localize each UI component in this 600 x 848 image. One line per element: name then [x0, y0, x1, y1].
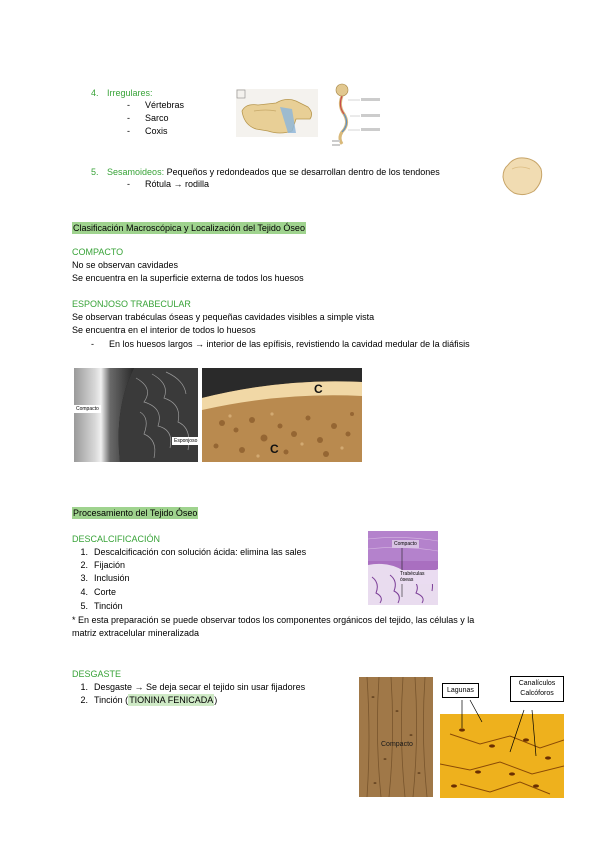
- list-item: - Rótula → rodilla: [127, 179, 210, 189]
- note-line: matriz extracelular mineralizada: [72, 628, 200, 638]
- bone-macro-image: [202, 368, 362, 462]
- compacto-line: Se encuentra en la superficie externa de todos los huesos: [72, 273, 304, 283]
- compacto-title: COMPACTO: [72, 247, 124, 257]
- compacto-label: Compacto: [76, 406, 99, 412]
- ground-compacto-label: Compacto: [381, 741, 413, 748]
- canaliculos-label: Canalículos Calcóforos: [510, 676, 564, 702]
- esponjoso-label: Esponjoso: [174, 438, 198, 444]
- list-item: 4. Corte: [80, 587, 117, 597]
- ground-bone-image: [359, 677, 433, 797]
- list-item: 5. Tinción: [80, 601, 123, 611]
- list-item: - Vértebras: [127, 100, 185, 110]
- list-item: 1. Desgaste → Se deja secar el tejido sin usar fijadores: [80, 682, 306, 692]
- esponjoso-line: Se encuentra en el interior de todos lo huesos: [72, 325, 256, 335]
- sesamoideos-heading: [91, 166, 440, 178]
- section-heading-procesamiento: Procesamiento del Tejido Óseo: [73, 508, 198, 518]
- descalcificacion-title: DESCALCIFICACIÓN: [72, 534, 161, 544]
- list-item: - Sarco: [127, 113, 169, 123]
- vertebra-image: [236, 89, 318, 137]
- sesamoideos-description: Pequeños y redondeados que se desarrollan dentro de los tendones: [166, 167, 440, 177]
- list-item: 1. Descalcificación con solución ácida: elimina las sales: [80, 547, 307, 557]
- lacunae-image: [440, 674, 564, 798]
- bone-micrograph-image: [74, 368, 198, 462]
- note-line: * En esta preparación se puede observar todos los componentes orgánicos del tejido, las células y la: [72, 615, 475, 625]
- list-item: 3. Inclusión: [80, 573, 130, 583]
- list-item: 2. Fijación: [80, 560, 126, 570]
- list-item: 2. Tinción (TIONINA FENICADA): [80, 695, 218, 705]
- histo-trabeculas-label: Trabéculas óseas: [398, 570, 438, 584]
- list-number: 5.: [91, 167, 99, 177]
- c-label: C: [270, 442, 279, 456]
- section-heading-clasificacion: Clasificación Macroscópica y Localización del Tejido Óseo: [73, 223, 305, 233]
- sesamoideos-title: Sesamoideos:: [107, 167, 165, 177]
- patella-image: [500, 155, 544, 197]
- histology-image: [368, 531, 438, 605]
- esponjoso-title: ESPONJOSO TRABECULAR: [72, 299, 191, 309]
- desgaste-title: DESGASTE: [72, 669, 122, 679]
- lagunas-label: Lagunas: [442, 683, 479, 698]
- list-item: - Coxis: [127, 126, 168, 136]
- compacto-line: No se observan cavidades: [72, 260, 179, 270]
- irregulares-heading: [91, 87, 153, 99]
- c-label: C: [314, 382, 323, 396]
- spine-image: [332, 82, 382, 148]
- irregulares-title: Irregulares:: [107, 88, 153, 98]
- esponjoso-bullet: - En los huesos largos → interior de las epífisis, revistiendo la cavidad medular de la diáfisis: [91, 339, 470, 349]
- esponjoso-line: Se observan trabéculas óseas y pequeñas cavidades visibles a simple vista: [72, 312, 375, 322]
- tionina-highlight: TIONINA FENICADA: [129, 695, 214, 705]
- histo-compacto-label: Compacto: [394, 541, 417, 547]
- list-number: 4.: [91, 88, 99, 98]
